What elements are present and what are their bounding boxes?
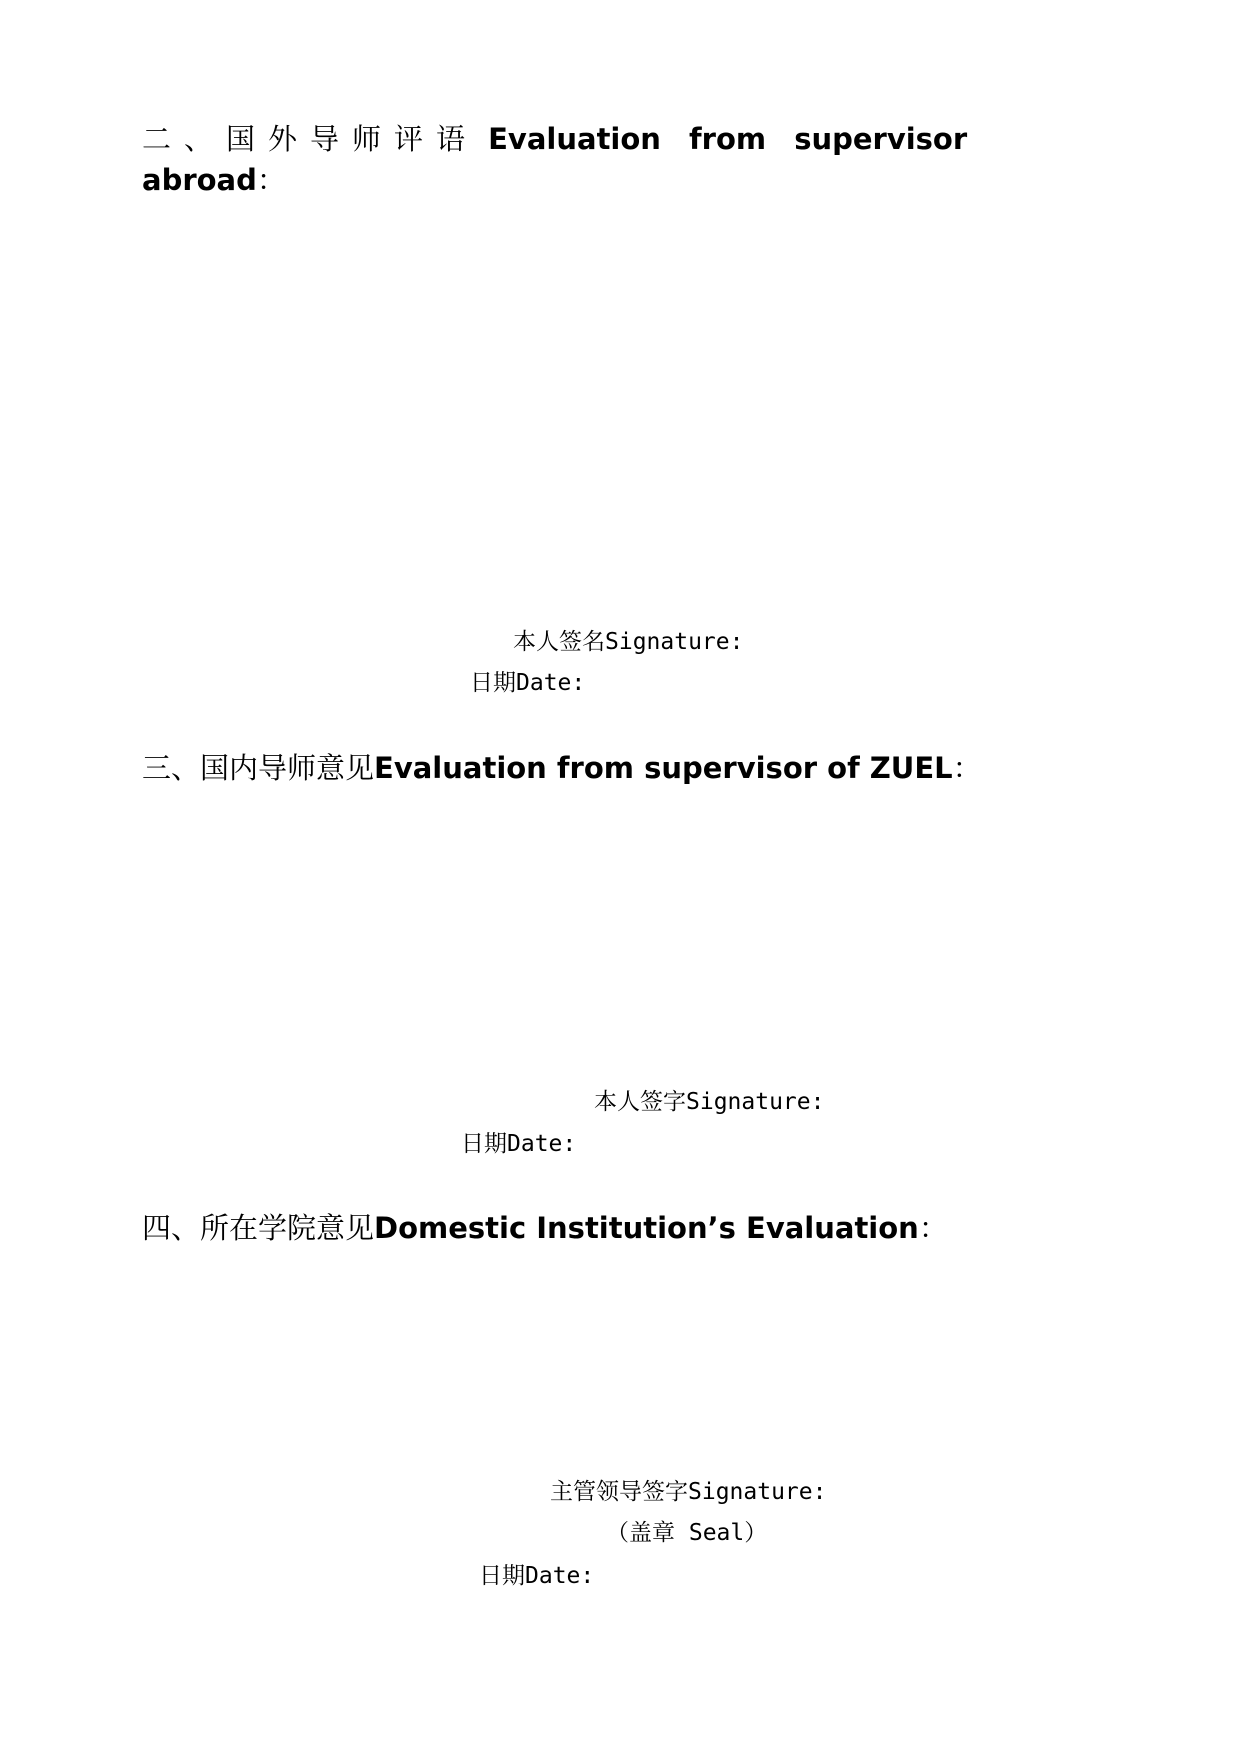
section-4-signature-cn: 主管领导签字 xyxy=(550,1479,688,1505)
section-3-heading-en: Evaluation from supervisor of ZUEL xyxy=(374,751,953,785)
section-3-signature-cn: 本人签字 xyxy=(594,1089,686,1115)
section-4-heading xyxy=(142,1208,948,1249)
section-2-heading-en-cont: abroad xyxy=(142,163,257,197)
section-2-heading-continued xyxy=(142,160,286,201)
section-2-heading xyxy=(142,119,967,160)
section-4-date-line xyxy=(479,1561,594,1591)
section-4-heading-colon: ： xyxy=(918,1211,948,1245)
section-2-signature-en: Signature: xyxy=(605,629,744,655)
section-4-signature-en: Signature: xyxy=(688,1479,827,1505)
section-4-heading-en: Domestic Institution’s Evaluation xyxy=(374,1211,919,1245)
section-3-signature-line xyxy=(594,1087,824,1117)
section-3-signature-en: Signature: xyxy=(686,1089,825,1115)
section-4-date-cn: 日期 xyxy=(479,1563,525,1589)
section-2-signature-line xyxy=(513,627,743,657)
section-4-signature-line xyxy=(550,1477,826,1507)
section-2-heading-colon: ： xyxy=(256,163,286,197)
section-4-heading-cn: 四、所在学院意见 xyxy=(142,1211,375,1245)
section-3-heading xyxy=(142,748,982,789)
section-3-date-cn: 日期 xyxy=(461,1131,507,1157)
section-4-seal: （盖章 Seal） xyxy=(606,1520,768,1546)
section-3-heading-colon: ： xyxy=(952,751,982,785)
section-3-date-line xyxy=(461,1129,576,1159)
section-2-date-en: Date: xyxy=(516,670,586,696)
section-4-seal-line xyxy=(606,1518,767,1548)
section-2-heading-cn: 二、国外导师评语 xyxy=(142,122,479,156)
section-2-heading-en: Evaluation from supervisor xyxy=(488,122,968,156)
section-2-date-cn: 日期 xyxy=(470,670,516,696)
section-3-date-en: Date: xyxy=(507,1131,577,1157)
section-2-date-line xyxy=(470,668,585,698)
section-2-signature-cn: 本人签名 xyxy=(513,629,605,655)
section-3-heading-cn: 三、国内导师意见 xyxy=(142,751,375,785)
section-4-date-en: Date: xyxy=(525,1563,595,1589)
